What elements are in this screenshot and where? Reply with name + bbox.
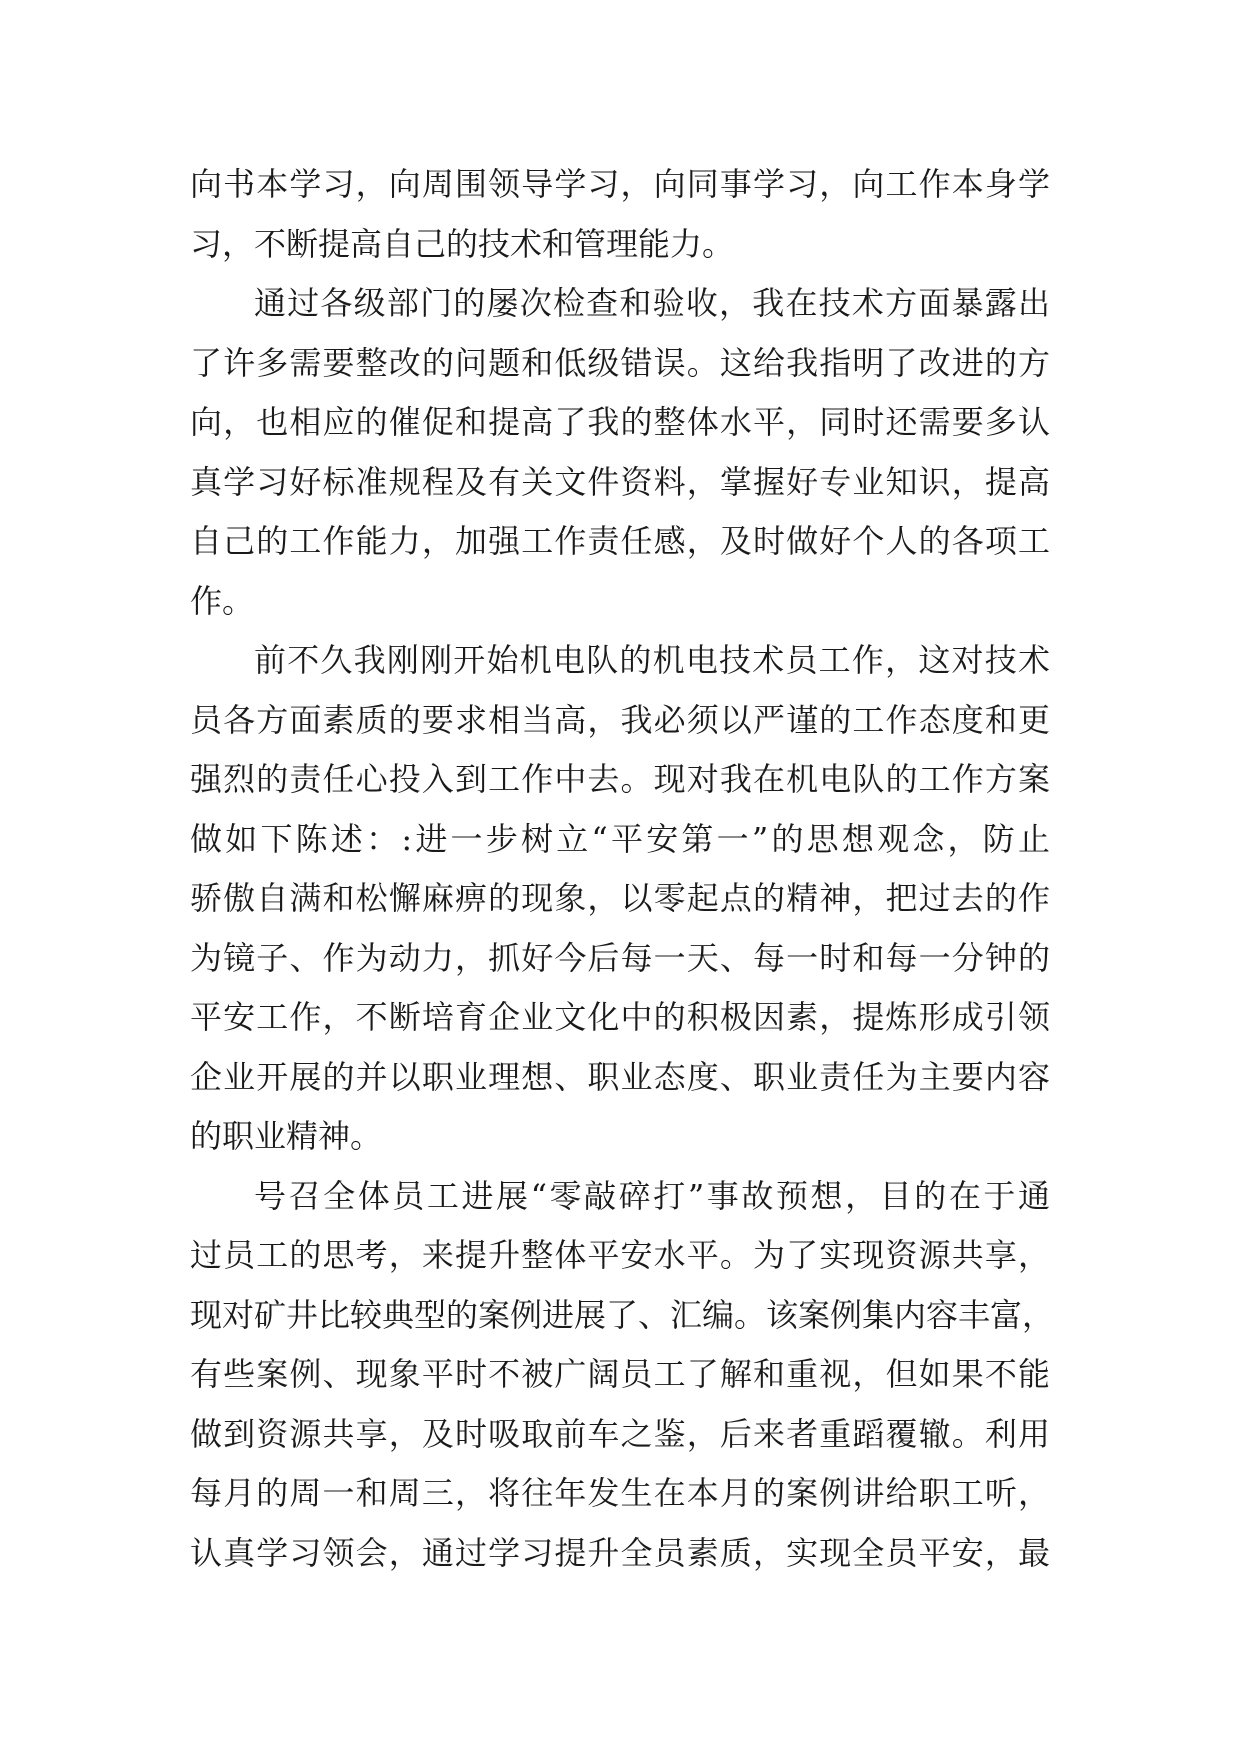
text-line: 作。 [190, 581, 255, 620]
text-line: 有些案例、现象平时不被广阔员工了解和重视，但如果不能 [190, 1355, 1050, 1393]
text-line: 号召全体员工进展“零敲碎打”事故预想，目的在于通 [254, 1176, 1050, 1215]
text-line: 认真学习领会，通过学习提升全员素质，实现全员平安，最 [190, 1533, 1050, 1572]
text-line: 强烈的责任心投入到工作中去。现对我在机电队的工作方案 [190, 760, 1050, 798]
text-line: 真学习好标准规程及有关文件资料，掌握好专业知识，提高 [190, 462, 1050, 501]
text-line: 现对矿井比较典型的案例进展了、汇编。该案例集内容丰富， [190, 1295, 1055, 1334]
text-line: 企业开展的并以职业理想、职业态度、职业责任为主要内容 [190, 1057, 1050, 1096]
text-line: 平安工作，不断培育企业文化中的积极因素，提炼形成引领 [190, 998, 1050, 1036]
text-line: 通过各级部门的屡次检查和验收，我在技术方面暴露出 [254, 284, 1050, 322]
document-body [190, 155, 1055, 1583]
text-line: 员各方面素质的要求相当高，我必须以严谨的工作态度和更 [190, 700, 1050, 739]
text-line: 的职业精神。 [190, 1117, 383, 1155]
text-line: 过员工的思考，来提升整体平安水平。为了实现资源共享， [190, 1236, 1050, 1274]
text-line: 骄傲自满和松懈麻痹的现象，以零起点的精神，把过去的作 [190, 879, 1050, 917]
text-line: 前不久我刚刚开始机电队的机电技术员工作，这对技术 [254, 641, 1050, 679]
text-line: 了许多需要整改的问题和低级错误。这给我指明了改进的方 [190, 343, 1050, 382]
text-line: 为镜子、作为动力，抓好今后每一天、每一时和每一分钟的 [190, 938, 1050, 977]
text-line: 做到资源共享，及时吸取前车之鉴，后来者重蹈覆辙。利用 [190, 1414, 1050, 1453]
text-line: 向书本学习，向周围领导学习，向同事学习，向工作本身学 [190, 165, 1050, 203]
text-line: 每月的周一和周三，将往年发生在本月的案例讲给职工听， [190, 1474, 1050, 1512]
text-line: 做如下陈述：:进一步树立“平安第一”的思想观念，防止 [190, 819, 1050, 858]
text-line: 自己的工作能力，加强工作责任感，及时做好个人的各项工 [190, 522, 1050, 560]
text-line: 向，也相应的催促和提高了我的整体水平，同时还需要多认 [190, 403, 1050, 441]
text-line: 习，不断提高自己的技术和管理能力。 [190, 224, 735, 263]
